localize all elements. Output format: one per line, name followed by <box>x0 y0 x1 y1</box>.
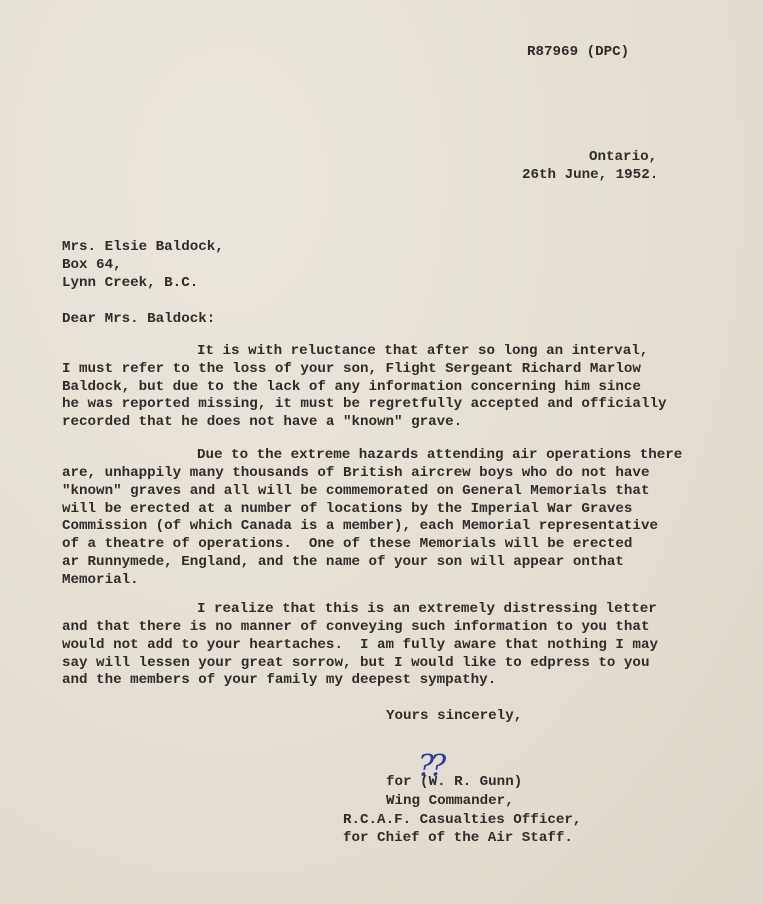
text-line: of a theatre of operations. One of these Memorials will be erected <box>62 536 633 552</box>
address-line: Box 64, <box>62 257 122 273</box>
address-line: Mrs. Elsie Baldock, <box>62 239 224 255</box>
text-line: I realize that this is an extremely distressing letter <box>197 601 657 617</box>
address-line: Lynn Creek, B.C. <box>62 275 199 291</box>
signatory-name: for (W. R. Gunn) <box>386 774 523 790</box>
text-line: "known" graves and all will be commemorated on General Memorials that <box>62 483 650 499</box>
text-line: would not add to your heartaches. I am fully aware that nothing I may <box>62 637 658 653</box>
handwritten-initials: ?? <box>418 749 443 784</box>
text-line: Memorial. <box>62 572 139 588</box>
text-line: will be erected at a number of locations by the Imperial War Graves <box>62 501 633 517</box>
text-line: I must refer to the loss of your son, Flight Sergeant Richard Marlow <box>62 361 641 377</box>
date: 26th June, 1952. <box>522 167 659 183</box>
closing: Yours sincerely, <box>386 708 523 724</box>
place: Ontario, <box>589 149 658 165</box>
text-line: recorded that he does not have a "known" grave. <box>62 414 463 430</box>
text-line: are, unhappily many thousands of British aircrew boys who do not have <box>62 465 650 481</box>
text-line: Commission (of which Canada is a member), each Memorial representative <box>62 518 658 534</box>
text-line: Due to the extreme hazards attending air operations there <box>197 447 683 463</box>
text-line: Baldock, but due to the lack of any information concerning him since <box>62 379 641 395</box>
salutation: Dear Mrs. Baldock: <box>62 311 216 327</box>
signatory-title: R.C.A.F. Casualties Officer, <box>343 812 582 828</box>
signatory-rank: Wing Commander, <box>386 793 514 809</box>
reference-number: R87969 (DPC) <box>527 44 630 60</box>
text-line: ar Runnymede, England, and the name of your son will appear onthat <box>62 554 624 570</box>
text-line: and that there is no manner of conveying such information to you that <box>62 619 650 635</box>
text-line: and the members of your family my deepest sympathy. <box>62 672 497 688</box>
text-line: It is with reluctance that after so long an interval, <box>197 343 649 359</box>
text-line: say will lessen your great sorrow, but I would like to edpress to you <box>62 655 650 671</box>
signatory-on-behalf: for Chief of the Air Staff. <box>343 830 573 846</box>
text-line: he was reported missing, it must be regretfully accepted and officially <box>62 396 667 412</box>
